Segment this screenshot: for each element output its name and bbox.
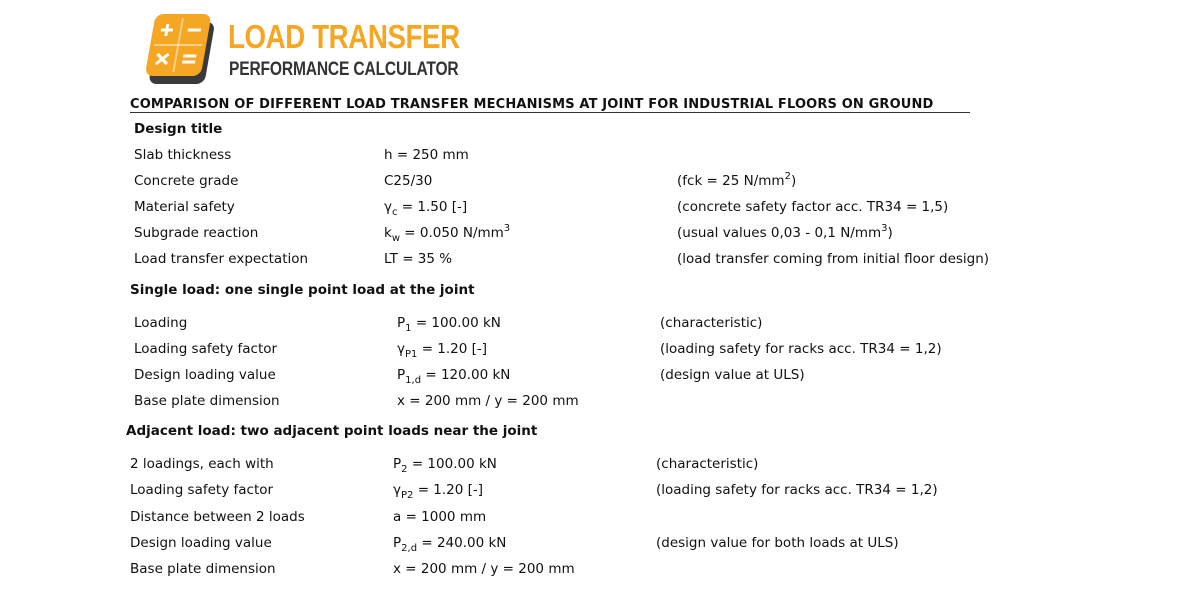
subgrade-reaction-label: Subgrade reaction <box>134 225 259 241</box>
single-loading-label: Loading <box>134 315 188 331</box>
single-loading-value: $P_1 = 100.00$ kN <box>397 315 501 334</box>
slab-thickness-label: Slab thickness <box>134 147 232 163</box>
adjacent-safety-label: Loading safety factor <box>130 482 274 498</box>
calculator-icon <box>140 12 220 92</box>
adjacent-safety-value: $\gamma_{P2} = 1.20$ [-] <box>393 482 484 501</box>
single-safety-label: Loading safety factor <box>134 341 278 357</box>
adjacent-design-value-label: Design loading value <box>130 535 272 551</box>
load-transfer-note: (load transfer coming from initial floor design) <box>677 251 990 267</box>
adjacent-loading-label: 2 loadings, each with <box>130 456 274 472</box>
concrete-grade-value: C25/30 <box>384 173 433 189</box>
subgrade-reaction-value: $k_w = 0.050$ $N/mm^3$ <box>384 223 511 244</box>
adjacent-loading-note: (characteristic) <box>656 456 759 472</box>
material-safety-value: $\gamma_c = 1.50$ [-] <box>384 199 468 218</box>
title-underline <box>130 112 970 113</box>
adjacent-base-plate-value: x = 200 mm / y = 200 mm <box>393 561 575 577</box>
material-safety-label: Material safety <box>134 199 235 215</box>
concrete-grade-note: (fck = 25 $N/mm^2$) <box>677 171 797 189</box>
single-base-plate-label: Base plate dimension <box>134 393 280 409</box>
single-design-value: $P_{1,d} = 120.00$ kN <box>397 367 511 386</box>
adjacent-base-plate-label: Base plate dimension <box>130 561 276 577</box>
logo-title: LOAD TRANSFER <box>228 18 460 55</box>
load-transfer-value: LT = 35 % <box>384 251 453 267</box>
single-safety-value: $\gamma_{P1} = 1.20$ [-] <box>397 341 488 360</box>
subgrade-reaction-note: (usual values 0,03 - 0,1 $N/mm^3$) <box>677 223 893 241</box>
single-design-value-label: Design loading value <box>134 367 276 383</box>
concrete-grade-label: Concrete grade <box>134 173 239 189</box>
app-logo <box>140 12 460 92</box>
adjacent-design-value-note: (design value for both loads at ULS) <box>656 535 899 551</box>
design-heading: Design title <box>134 121 223 137</box>
adjacent-load-heading: Adjacent load: two adjacent point loads near the joint <box>126 423 538 439</box>
single-base-plate-value: x = 200 mm / y = 200 mm <box>397 393 579 409</box>
single-design-value-note: (design value at ULS) <box>660 367 805 383</box>
document-title: COMPARISON OF DIFFERENT LOAD TRANSFER MECHANISMS AT JOINT FOR INDUSTRIAL FLOORS ON GROUND <box>130 97 934 112</box>
single-loading-note: (characteristic) <box>660 315 763 331</box>
adjacent-distance-label: Distance between 2 loads <box>130 509 305 525</box>
single-load-heading: Single load: one single point load at the joint <box>130 282 475 298</box>
slab-thickness-value: h = 250 mm <box>384 147 469 163</box>
adjacent-distance-value: a = 1000 mm <box>393 509 487 525</box>
load-transfer-label: Load transfer expectation <box>134 251 309 267</box>
single-safety-note: (loading safety for racks acc. TR34 = 1,2) <box>660 341 942 357</box>
adjacent-loading-value: $P_2 = 100.00$ kN <box>393 456 497 475</box>
adjacent-safety-note: (loading safety for racks acc. TR34 = 1,2) <box>656 482 938 498</box>
adjacent-design-value: $P_{2,d} = 240.00$ kN <box>393 535 507 554</box>
material-safety-note: (concrete safety factor acc. TR34 = 1,5) <box>677 199 949 215</box>
logo-subtitle: PERFORMANCE CALCULATOR <box>229 59 459 80</box>
